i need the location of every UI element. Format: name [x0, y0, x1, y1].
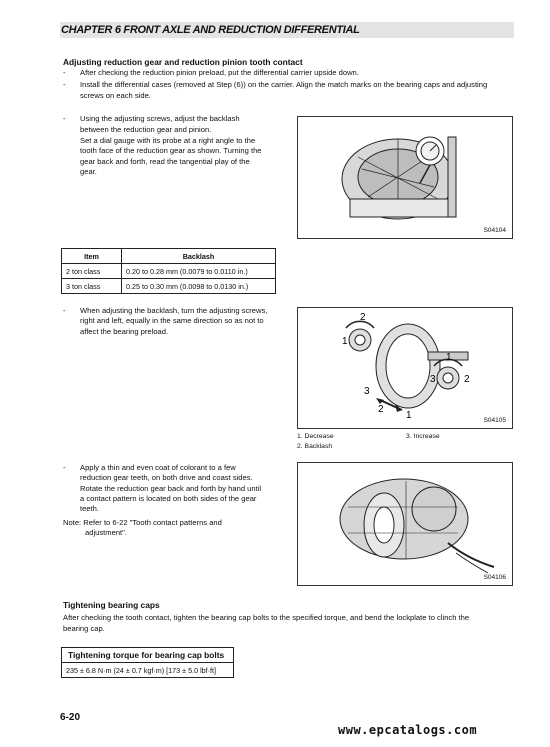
watermark: www.epcatalogs.com: [338, 723, 478, 737]
torque-spec-box: [61, 647, 234, 678]
step-adjust-line: gear back and forth, read the tangential play of the: [80, 157, 250, 166]
table-cell: 3 ton class: [62, 279, 122, 294]
backlash-adjust-illustration: [298, 308, 512, 428]
step-adjust-line: Set a dial gauge with its probe at a right angle to the: [80, 136, 256, 145]
step-adjust-line: tooth face of the reduction gear as shown. Turning the: [80, 146, 262, 155]
callout-1: 1: [446, 352, 452, 363]
bullet-text-cont: screws on each side.: [80, 91, 151, 100]
table-cell: 0.20 to 0.28 mm (0.0079 to 0.0110 in.): [122, 264, 276, 279]
table-cell: 2 ton class: [62, 264, 122, 279]
table-row: [62, 264, 276, 279]
page-number: 6-20: [60, 712, 81, 723]
note-line: Note: Refer to 6-22 "Tooth contact patterns and: [63, 518, 222, 527]
torque-box-title: Tightening torque for bearing cap bolts: [62, 648, 233, 663]
step-adjust-line: between the reduction gear and pinion.: [80, 125, 212, 134]
bullet-text: Install the differential cases (removed at Step (6)) on the carrier. Align the match marks on the bearing caps and adjusting: [80, 80, 488, 89]
figure-code: S04105: [483, 417, 506, 424]
callout-1: 1: [342, 336, 348, 347]
step-colorant-line: a contact pattern is located on both sides of the gear: [80, 494, 257, 503]
figure-code: S04106: [483, 574, 506, 581]
table-row: [62, 279, 276, 294]
callout-2: 2: [378, 404, 384, 415]
table-header-row: [62, 249, 276, 264]
step-colorant-line: reduction gear teeth, on both drive and coast sides.: [80, 473, 253, 482]
legend-item: 3. Increase: [406, 433, 440, 440]
figure-tooth-contact: [297, 462, 513, 586]
figure-code: S04104: [483, 227, 506, 234]
section-heading-adjusting: Adjusting reduction gear and reduction pinion tooth contact: [63, 57, 303, 67]
figure-backlash-adjust: [297, 307, 513, 429]
legend-item: 2. Backlash: [297, 443, 333, 450]
callout-2: 2: [360, 312, 366, 323]
chapter-title: CHAPTER 6 FRONT AXLE AND REDUCTION DIFFERENTIAL: [61, 24, 360, 36]
callout-3: 3: [364, 386, 370, 397]
step-adjust-line: Using the adjusting screws, adjust the backlash: [80, 114, 240, 123]
step-screws-line: right and left, equally in the same direction so as not to: [80, 316, 264, 325]
section-heading-tightening: Tightening bearing caps: [63, 600, 160, 610]
bullet-dash: -: [63, 114, 66, 123]
tooth-contact-illustration: [298, 463, 512, 585]
table-header: Item: [62, 249, 122, 264]
table-cell: 0.25 to 0.30 mm (0.0098 to 0.0130 in.): [122, 279, 276, 294]
backlash-table: [61, 248, 276, 294]
bullet-dash: -: [63, 306, 66, 315]
bullet-text: After checking the reduction pinion preload, put the differential carrier upside down.: [80, 68, 359, 77]
step-colorant-line: Rotate the reduction gear back and forth by hand until: [80, 484, 262, 493]
callout-2: 2: [464, 374, 470, 385]
note-line: adjustment".: [85, 528, 127, 537]
dial-gauge-illustration: [298, 117, 512, 238]
torque-box-value: 235 ± 6.8 N·m (24 ± 0.7 kgf·m) [173 ± 5.0 lbf·ft]: [66, 666, 217, 675]
step-screws-line: When adjusting the backlash, turn the adjusting screws,: [80, 306, 268, 315]
section2-body-line: bearing cap.: [63, 624, 105, 633]
step-colorant-line: Apply a thin and even coat of colorant to a few: [80, 463, 236, 472]
step-screws-line: affect the bearing preload.: [80, 327, 169, 336]
table-header: Backlash: [122, 249, 276, 264]
bullet-dash: -: [63, 68, 66, 77]
bullet-dash: -: [63, 80, 66, 89]
step-colorant-line: teeth.: [80, 504, 99, 513]
figure-dial-gauge: [297, 116, 513, 239]
step-adjust-line: gear.: [80, 167, 97, 176]
callout-3: 3: [430, 374, 436, 385]
legend-item: 1. Decrease: [297, 433, 334, 440]
bullet-dash: -: [63, 463, 66, 472]
callout-1: 1: [406, 410, 412, 421]
section2-body-line: After checking the tooth contact, tighten the bearing cap bolts to the specified torque, and bend the lockplate to clinch the: [63, 613, 470, 622]
